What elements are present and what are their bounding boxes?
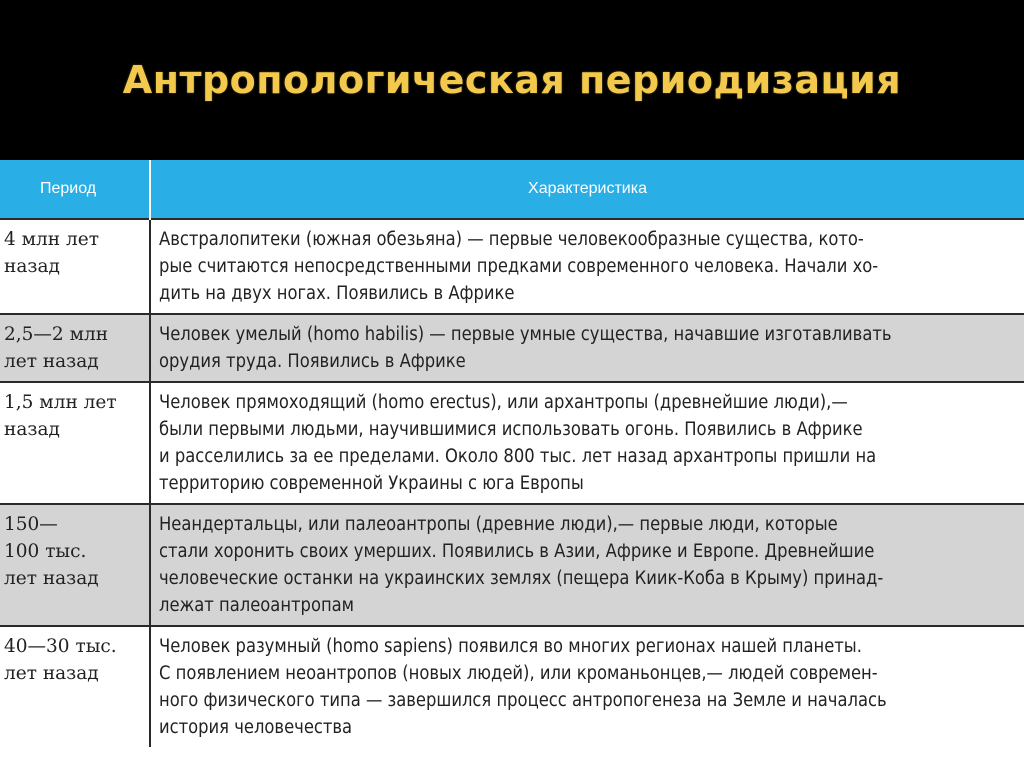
description-line: Неандертальцы, или палеоантропы (древние люди),— первые люди, которые	[159, 514, 838, 535]
period-cell	[0, 382, 150, 504]
period-line: 4 млн лет	[4, 229, 99, 250]
table-row	[0, 314, 1024, 382]
table-header-row	[0, 160, 1024, 219]
description-line: стали хоронить своих умерших. Появились в Азии, Африке и Европе. Древнейшие	[159, 541, 875, 562]
description-line: были первыми людьми, научившимися использовать огонь. Появились в Африке	[159, 419, 863, 440]
description-line: территорию современной Украины с юга Европы	[159, 473, 584, 494]
header-characteristic: Характеристика	[150, 160, 1024, 219]
period-line: лет назад	[4, 351, 99, 372]
table-row	[0, 504, 1024, 626]
description-line: человеческие останки на украинских землях (пещера Киик-Коба в Крыму) принад-	[159, 568, 884, 589]
period-line: 150—	[4, 514, 58, 535]
period-line: лет назад	[4, 568, 99, 589]
description-line: лежат палеоантропам	[159, 595, 355, 616]
description-cell	[150, 626, 1024, 747]
description-line: и расселились за ее пределами. Около 800 тыс. лет назад архантропы пришли на	[159, 446, 877, 467]
period-line: лет назад	[4, 663, 99, 684]
period-line: назад	[4, 256, 60, 277]
description-line: Австралопитеки (южная обезьяна) — первые человекообразные существа, кото-	[159, 229, 864, 250]
period-cell	[0, 219, 150, 314]
period-line: 1,5 млн лет	[4, 392, 117, 413]
period-line: 2,5—2 млн	[4, 324, 109, 345]
periodization-table-wrap	[0, 160, 1024, 767]
period-cell	[0, 626, 150, 747]
period-line: 100 тыс.	[4, 541, 87, 562]
description-line: орудия труда. Появились в Африке	[159, 351, 466, 372]
header-period: Период	[0, 160, 150, 219]
description-line: Человек прямоходящий (homo erectus), или архантропы (древнейшие люди),—	[159, 392, 848, 413]
period-line: 40—30 тыс.	[4, 636, 117, 657]
description-line: Человек умелый (homo habilis) — первые умные существа, начавшие изготавливать	[159, 324, 892, 345]
periodization-table	[0, 160, 1024, 747]
slide-title-bar	[0, 0, 1024, 160]
slide-title: Антропологическая периодизация	[122, 58, 902, 102]
period-cell	[0, 504, 150, 626]
description-line: ного физического типа — завершился процесс антропогенеза на Земле и началась	[159, 690, 887, 711]
description-line: Человек разумный (homo sapiens) появился во многих регионах нашей планеты.	[159, 636, 862, 657]
description-line: рые считаются непосредственными предками современного человека. Начали хо-	[159, 256, 879, 277]
period-cell	[0, 314, 150, 382]
description-cell	[150, 314, 1024, 382]
description-line: дить на двух ногах. Появились в Африке	[159, 283, 515, 304]
description-cell	[150, 382, 1024, 504]
description-line: история человечества	[159, 717, 353, 738]
description-cell	[150, 504, 1024, 626]
table-row	[0, 219, 1024, 314]
period-line: назад	[4, 419, 60, 440]
table-row	[0, 626, 1024, 747]
description-line: С появлением неоантропов (новых людей), или кроманьонцев,— людей современ-	[159, 663, 878, 684]
table-row	[0, 382, 1024, 504]
description-cell	[150, 219, 1024, 314]
